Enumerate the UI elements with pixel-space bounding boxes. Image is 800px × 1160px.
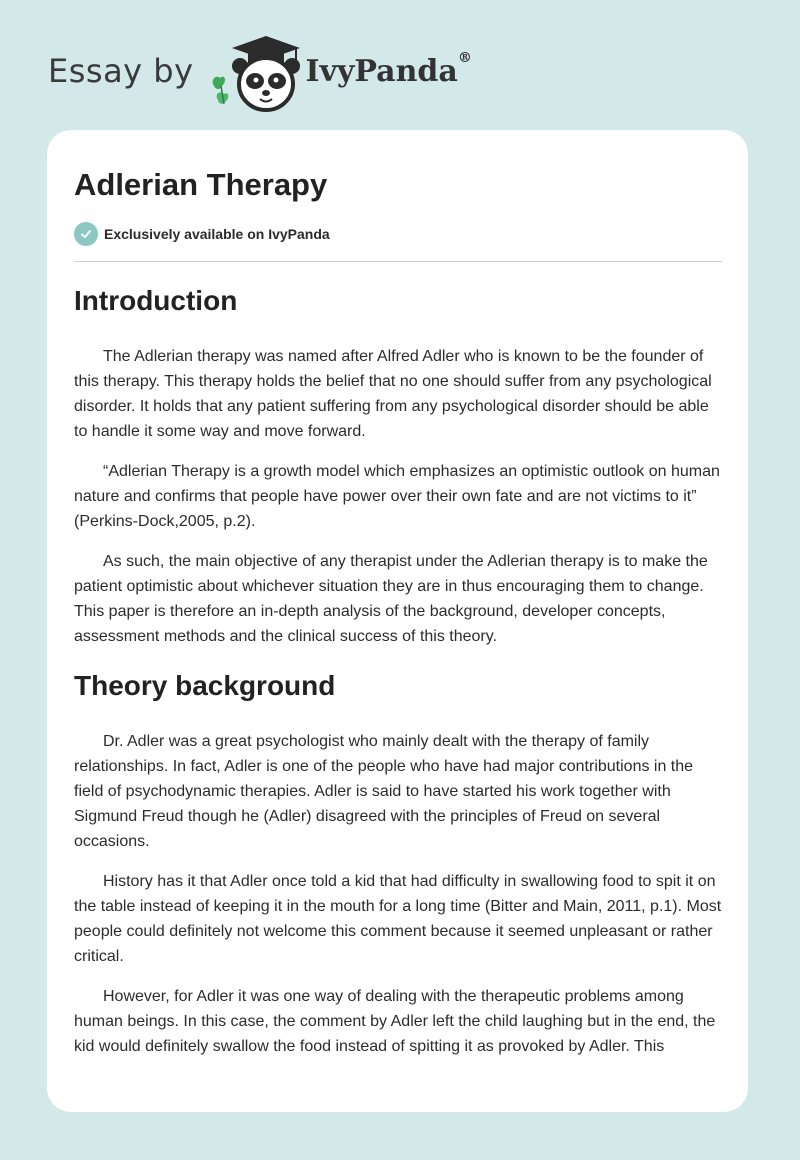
paragraph: History has it that Adler once told a kid that had difficulty in swallowing food to spit it on the table instead of keeping it in the mouth for a long time (Bitter and Main, 2011, p.1). Most people could definitely not welcome this comment because it seemed unpleasant or rather critical. (74, 873, 722, 965)
registered-mark: ® (457, 49, 472, 66)
title-divider (74, 261, 722, 262)
exclusive-badge-label: Exclusively available on IvyPanda (104, 226, 330, 242)
essay-card (47, 130, 748, 1112)
paragraph: However, for Adler it was one way of dealing with the therapeutic problems among human beings. In this case, the comment by Adler left the child laughing but in the end, the kid would definitely swallow the food instead of spitting it as provoked by Adler. This (74, 988, 716, 1055)
section-heading-theory-background: Theory background (74, 670, 336, 701)
brand-name[interactable] (305, 49, 472, 89)
page-title: Adlerian Therapy (74, 167, 328, 202)
essay-by-label: Essay by (48, 52, 194, 90)
panda-graduate-logo-icon[interactable] (208, 34, 304, 114)
site-header (48, 34, 472, 114)
paragraph: Dr. Adler was a great psychologist who mainly dealt with the therapy of family relationships. In fact, Adler is one of the people who have had major contributions in the field of psychodynamic therapies. Adler is said to have started his work together with Sigmund Freud though he (Adler) disagreed with the principles of Freud on several occasions. (74, 733, 694, 850)
paragraph: As such, the main objective of any therapist under the Adlerian therapy is to make the patient optimistic about whichever situation they are in thus encouraging them to change. This paper is therefore an in-depth analysis of the background, developer concepts, assessment methods and the clinical success of this theory. (74, 553, 708, 645)
paragraph: “Adlerian Therapy is a growth model which emphasizes an optimistic outlook on human nature and confirms that people have power over their own fate and are not victims to it” (Perkins-Dock,2005, p.2). (74, 463, 720, 530)
exclusive-badge (74, 222, 722, 246)
brand-name-text: IvyPanda (305, 53, 458, 89)
paragraph: The Adlerian therapy was named after Alfred Adler who is known to be the founder of this therapy. This therapy holds the belief that no one should suffer from any psychological disorder. It holds that any patient suffering from any psychological disorder should be able to handle it some way and move forward. (74, 348, 712, 440)
section-heading-introduction: Introduction (74, 285, 238, 316)
check-icon (74, 222, 98, 246)
